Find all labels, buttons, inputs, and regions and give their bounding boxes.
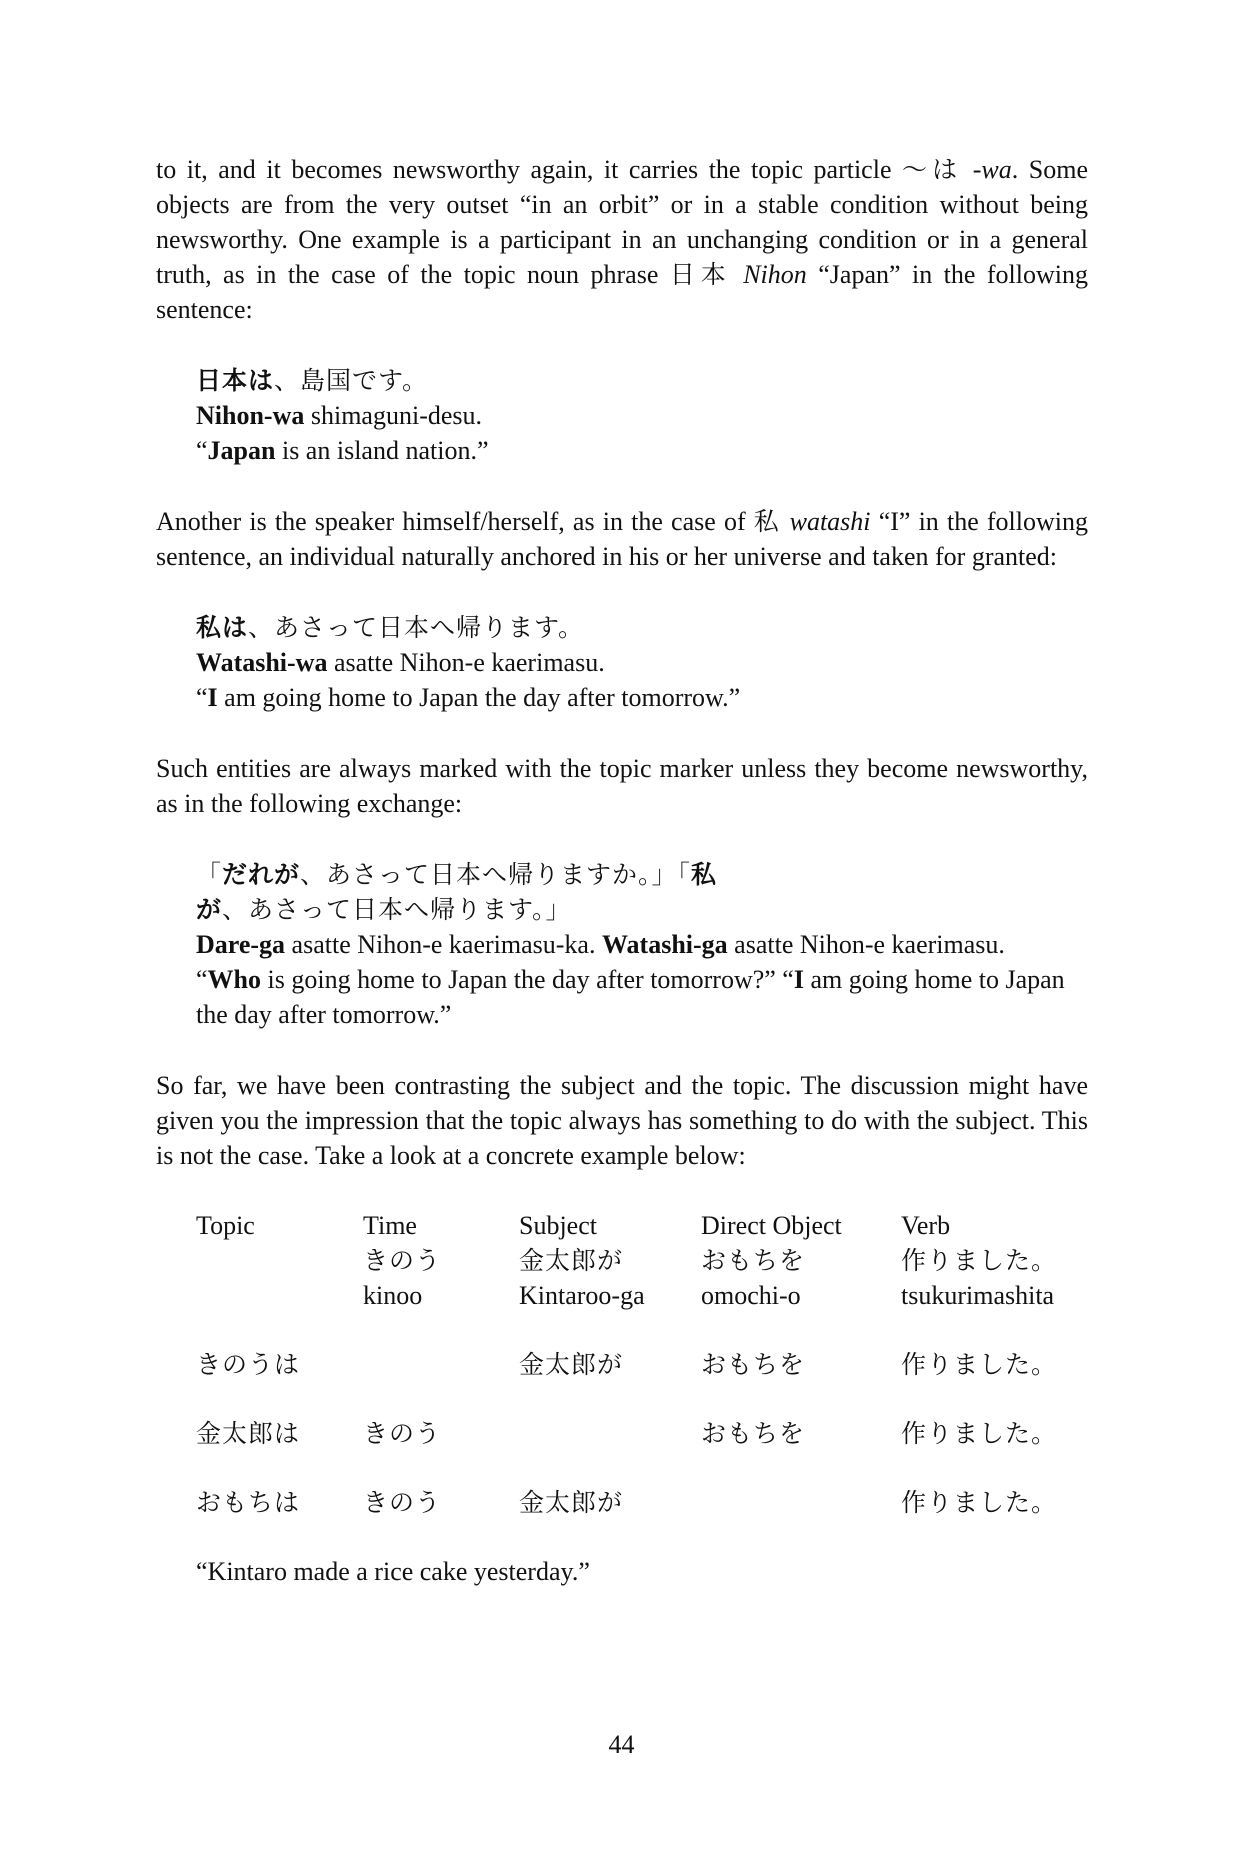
example-2 [196,610,1088,715]
table-cell [701,1485,901,1520]
table-cell: Kintaroo-ga [519,1281,645,1310]
table-row [196,1485,1081,1520]
table-cell: きのう [363,1488,442,1517]
table-header: Topic [196,1211,255,1240]
text-run: to it, and it becomes newsworthy again, it carries the topic particle [156,155,903,184]
table-cell: おもちを [701,1419,806,1448]
intro-paragraph [156,152,1088,327]
page-number: 44 [608,1730,635,1759]
table-row [196,1554,1081,1589]
example-romanization: Watashi-wa asatte Nihon-e kaerimasu. [196,648,605,677]
paragraph-3: Such entities are always marked with the topic marker unless they become newsworthy, as in the following exchange: [156,754,1088,818]
example-translation: “Japan is an island nation.” [196,436,489,465]
table-header-row [196,1208,1081,1243]
table-header: Subject [519,1211,597,1240]
table-header: Verb [901,1211,951,1240]
table-cell: omochi-o [701,1281,801,1310]
table-cell: きのう [363,1419,442,1448]
table-cell: 金太郎は [196,1419,301,1448]
romanized-noun: Nihon [743,260,807,289]
table-cell: おもちを [701,1246,806,1275]
page-body [156,152,1088,1589]
table-row [196,1347,1081,1382]
table-cell [196,1278,363,1313]
table-cell: おもちは [196,1488,301,1517]
table-row [196,1243,1081,1278]
example-translation: “Who is going home to Japan the day after tomorrow?” “I am going home to Japan the day after tomorrow.” [196,965,1065,1029]
table-cell: tsukurimashita [901,1281,1055,1310]
example-japanese: 「だれが、あさって日本へ帰りますか。」「私が、あさって日本へ帰ります。」 [196,860,718,924]
example-japanese: 日本は、島国です。 [196,366,429,395]
paragraph-4: So far, we have been contrasting the subject and the topic. The discussion might have given you the impression that the topic always has something to do with the subject. This is not the case. Take a look at a concrete example below: [156,1071,1088,1170]
table-cell [519,1416,701,1451]
table-cell: kinoo [363,1281,423,1310]
table-cell: 金太郎が [519,1488,624,1517]
japanese-noun: 日本 [669,260,732,289]
example-3 [196,857,1088,1032]
text-run: “Japan” in the following sentence: [156,260,1088,324]
table-cell: おもちを [701,1350,806,1379]
table-cell [363,1347,519,1382]
table-cell: きのう [363,1246,442,1275]
table-cell: 作りました。 [901,1419,1058,1448]
example-translation: “I am going home to Japan the day after tomorrow.” [196,683,741,712]
text-run: . Some objects are from the very outset “in an orbit” or in a stable condition without being newsworthy. One example is a participant in an unchanging condition or in a general truth, as in the case of the topic noun phrase [156,155,1088,289]
table-row [196,1278,1081,1313]
table-cell: 金太郎が [519,1246,624,1275]
table-header: Time [363,1211,417,1240]
example-japanese: 私は、あさって日本へ帰ります。 [196,613,585,642]
example-romanization: Nihon-wa shimaguni-desu. [196,401,483,430]
table-row [196,1416,1081,1451]
table-cell: 金太郎が [519,1350,624,1379]
table-cell: きのうは [196,1350,301,1379]
table-cell: 作りました。 [901,1350,1058,1379]
table-cell: 作りました。 [901,1488,1058,1517]
table-cell: 作りました。 [901,1246,1058,1275]
table-cell [196,1243,363,1278]
topic-table [196,1208,1081,1589]
table-translation: “Kintaro made a rice cake yesterday.” [196,1557,590,1586]
example-1 [196,363,1088,468]
example-romanization: Dare-ga asatte Nihon-e kaerimasu-ka. Watashi-ga asatte Nihon-e kaerimasu. [196,930,1005,959]
paragraph-2: Another is the speaker himself/herself, as in the case of 私 watashi “I” in the following sentence, an individual naturally anchored in his or her universe and taken for granted: [156,507,1088,571]
table-header: Direct Object [701,1211,842,1240]
japanese-particle: 〜は [902,155,963,184]
romanized-particle: -wa [962,155,1012,184]
